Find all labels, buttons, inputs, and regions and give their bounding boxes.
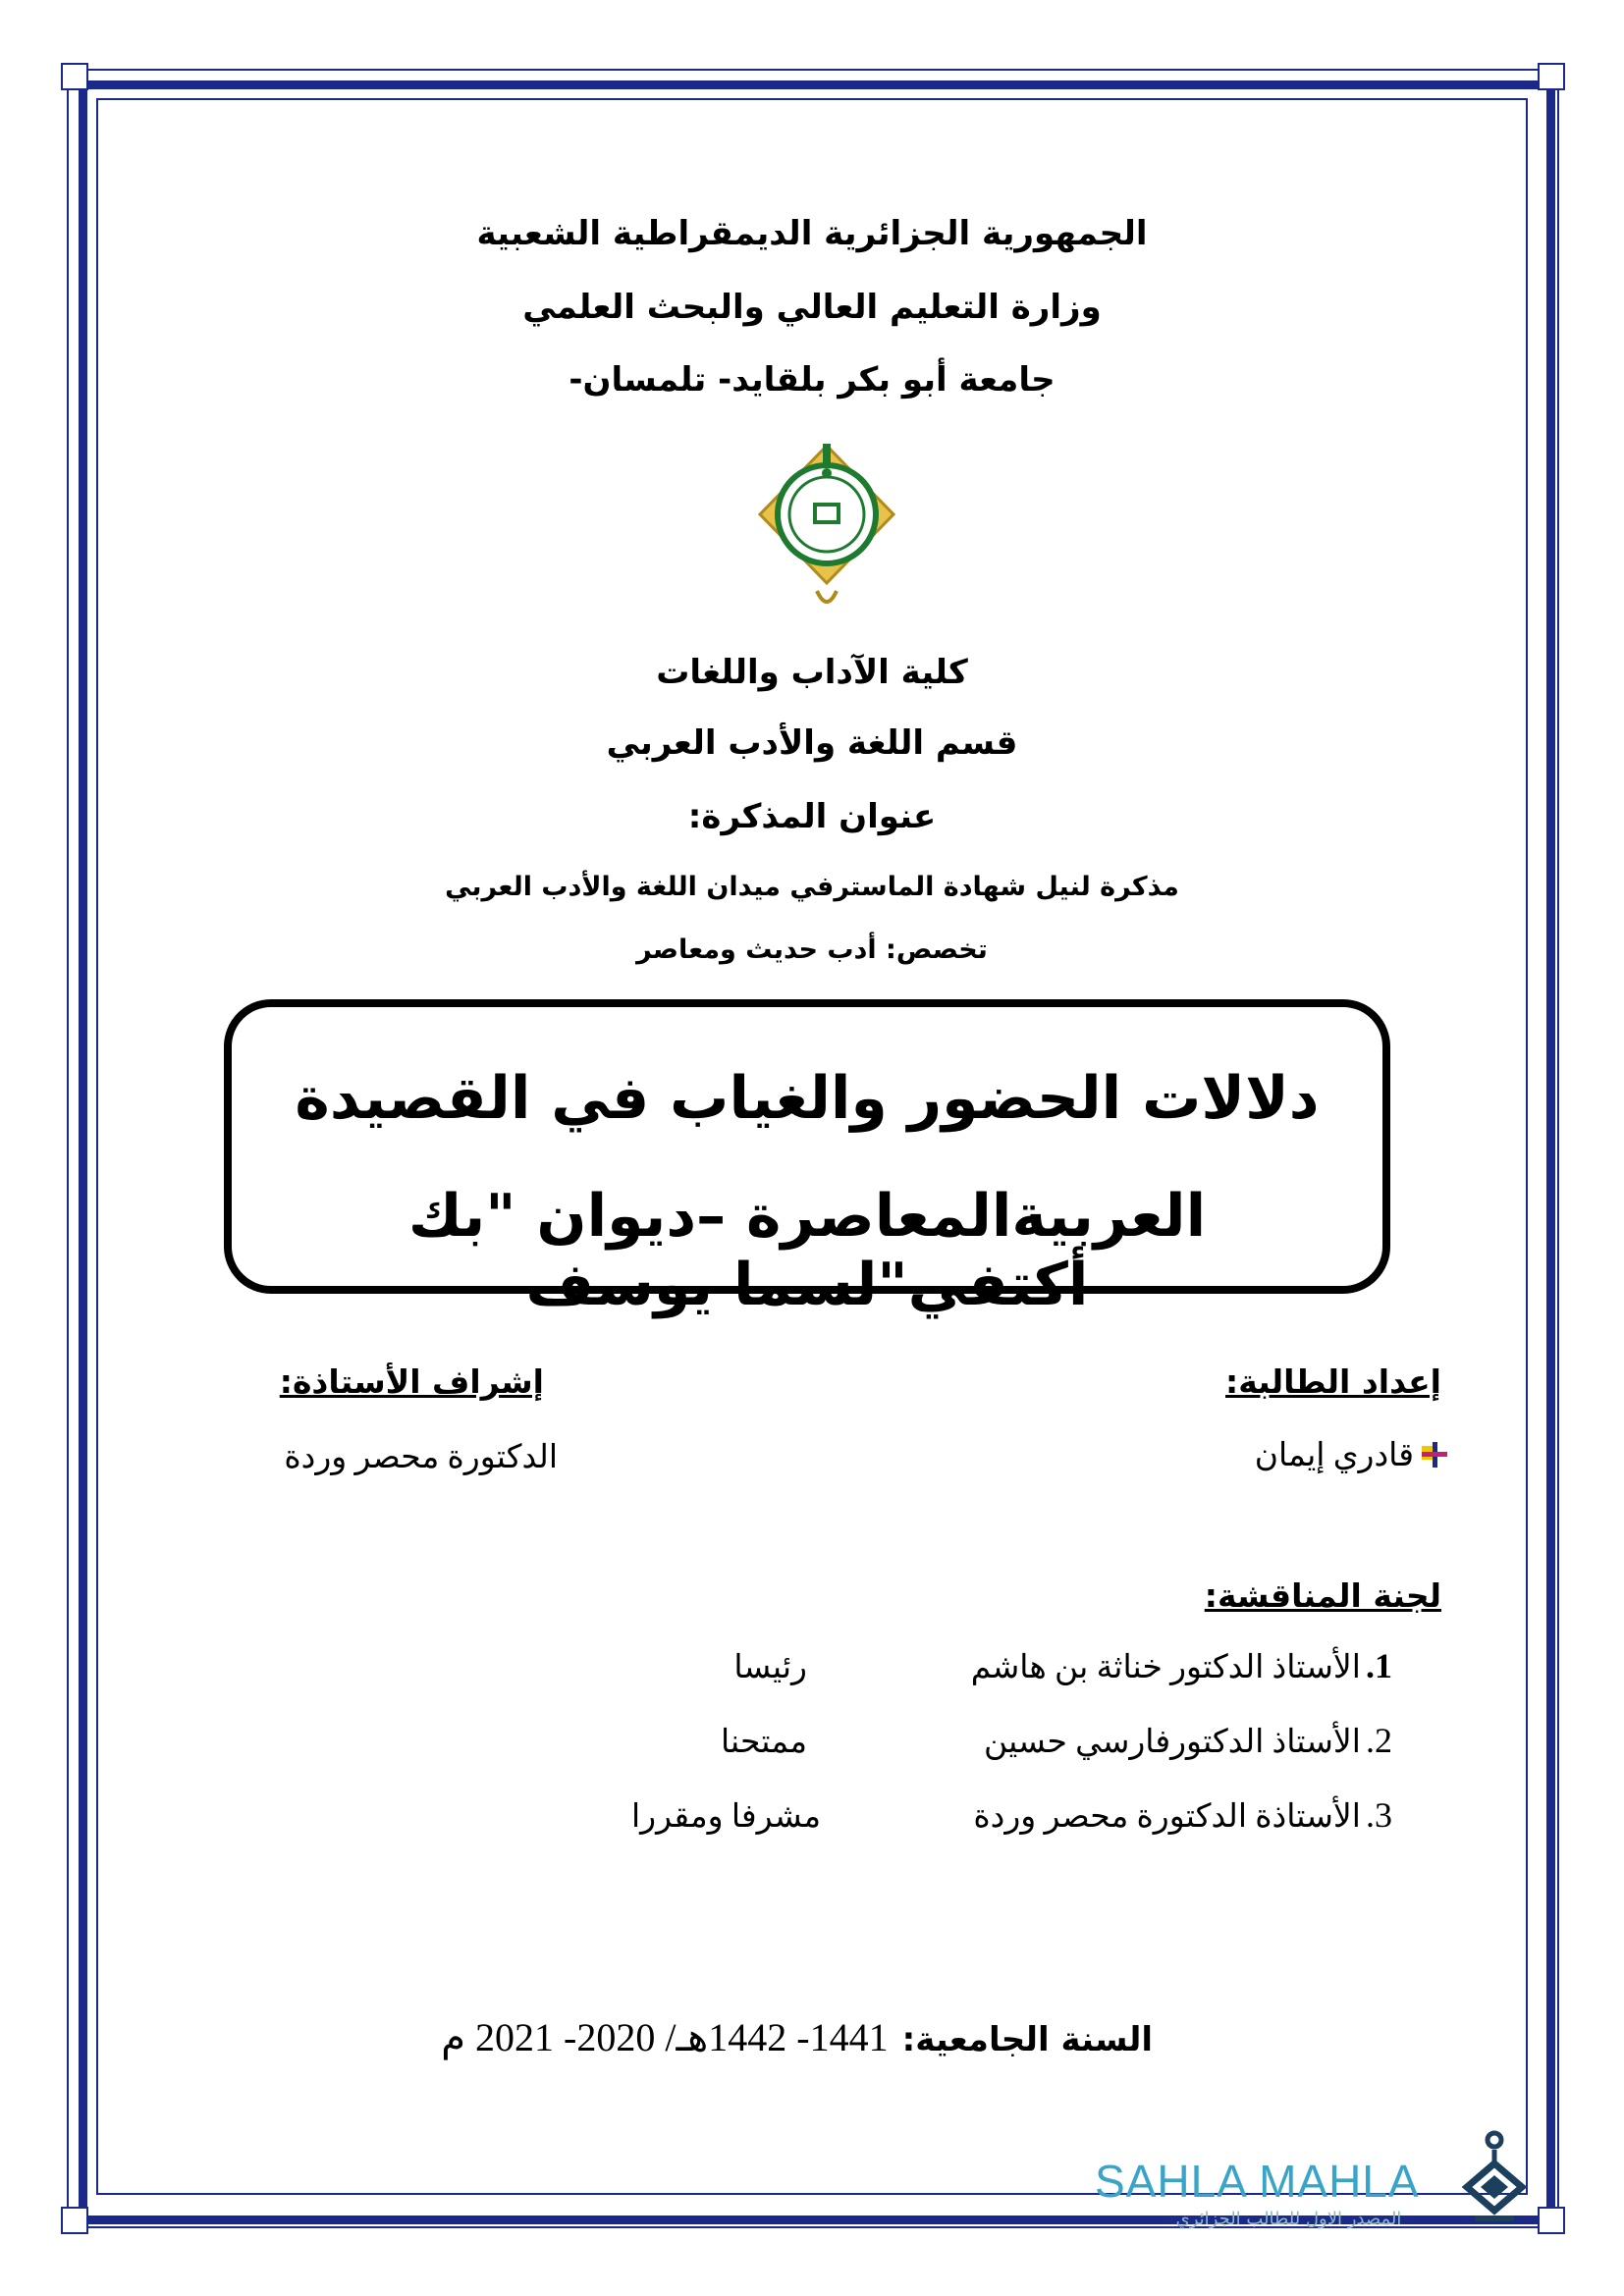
republic-name: الجمهورية الجزائرية الديمقراطية الشعبية [476, 214, 1148, 253]
thesis-title-box [224, 999, 1390, 1319]
prepared-by-label: إعداد الطالبة: [1225, 1362, 1441, 1401]
faculty-name: كلية الآداب واللغات [656, 653, 968, 692]
university-name: جامعة أبو بكر بلقايد- تلمسان- [568, 360, 1056, 400]
border-corner-top-left [61, 63, 88, 90]
member-number: 3. [1366, 1795, 1392, 1835]
committee-member-1 [971, 1645, 1392, 1686]
thesis-title-line-1: دلالات الحضور والغياب في القصيدة [295, 1064, 1320, 1133]
committee-label: لجنة المناقشة: [1204, 1576, 1441, 1615]
committee-member-2 [984, 1720, 1392, 1761]
academic-year-label: السنة الجامعية: [901, 2020, 1153, 2059]
member-name: الأستاذ الدكتورفارسي حسين [984, 1725, 1361, 1760]
specialty-line: تخصص: أدب حديث ومعاصر [636, 934, 988, 965]
student-name: قادري إيمان [1254, 1438, 1414, 1473]
supervisor-name: الدكتورة محصر وردة [284, 1440, 558, 1475]
academic-year-value: 1441- 1442هـ/ 2020- 2021 م [441, 2015, 889, 2059]
border-corner-bottom-left [61, 2207, 88, 2234]
bullet-icon [1420, 1440, 1449, 1469]
student-entry [1255, 1435, 1449, 1474]
university-logo [748, 434, 905, 620]
department-name: قسم اللغة والأدب العربي [606, 723, 1018, 763]
member-name: الأستاذ الدكتور خناثة بن هاشم [970, 1650, 1361, 1685]
member-number: 1. [1366, 1646, 1392, 1685]
academic-year [441, 2014, 1153, 2060]
member-number: 2. [1366, 1721, 1392, 1760]
member-name: الأستاذة الدكتورة محصر وردة [973, 1799, 1361, 1835]
sahla-mahla-brand: SAHLA MAHLA [1095, 2156, 1420, 2207]
border-corner-bottom-right [1538, 2207, 1565, 2234]
sahla-mahla-logo-icon [1455, 2128, 1534, 2236]
supervision-label: إشراف الأستاذة: [279, 1362, 544, 1401]
border-corner-top-right [1538, 63, 1565, 90]
member-role-1: رئيسا [733, 1650, 807, 1685]
thesis-title-line-2: العربيةالمعاصرة –ديوان "بك أكتفي"لسما يوسف [407, 1182, 1207, 1319]
member-role-2: ممتحنا [720, 1725, 807, 1760]
degree-line: مذكرة لنيل شهادة الماسترفي ميدان اللغة والأدب العربي [445, 872, 1179, 902]
committee-member-3 [973, 1794, 1392, 1836]
ministry-name: وزارة التعليم العالي والبحث العلمي [522, 288, 1102, 327]
sahla-mahla-tagline: المصدر الاول للطالب الجزائري [1175, 2209, 1402, 2229]
memo-title-label: عنوان المذكرة: [687, 797, 937, 836]
member-role-3: مشرفا ومقررا [630, 1799, 821, 1835]
